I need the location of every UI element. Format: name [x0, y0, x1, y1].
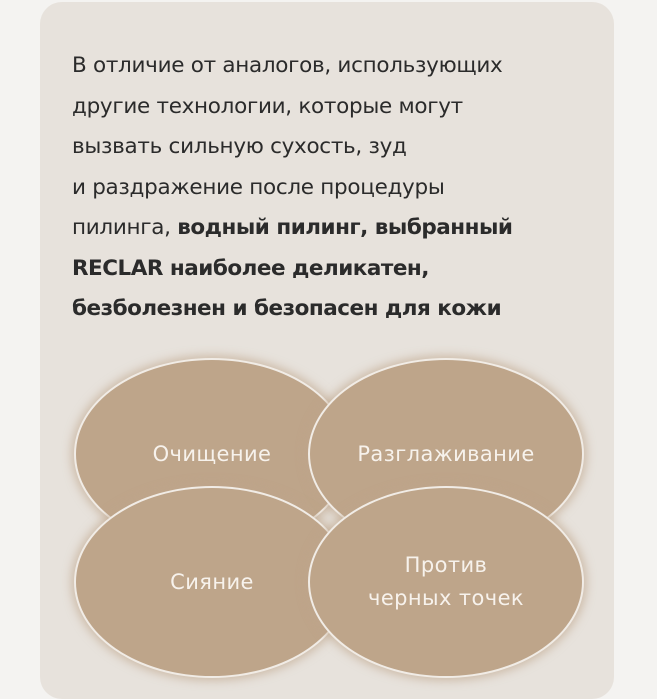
benefit-label [368, 549, 524, 615]
description-line [72, 289, 592, 330]
description-regular-text: пилинга, [72, 215, 178, 240]
benefit-label-line: Против [404, 553, 488, 577]
description-line: другие технологии, которые могут [72, 93, 463, 119]
description-line [72, 249, 592, 290]
description-highlight: безболезнен и безопасен для кожи [72, 296, 502, 321]
description-highlight: водный пилинг, выбранный [177, 215, 513, 240]
description-text [72, 46, 592, 330]
description-line: и раздражение после процедуры [72, 174, 445, 200]
description-line: вызвать сильную сухость, зуд [72, 134, 407, 159]
benefit-blackheads [308, 486, 584, 678]
benefit-label: Сияние [170, 569, 254, 594]
info-card [40, 2, 614, 699]
benefit-label: Разглаживание [357, 441, 535, 466]
benefit-label-line: черных точек [368, 586, 524, 610]
description-line [72, 208, 592, 249]
description-line: В отличие от аналогов, использующих [72, 53, 503, 78]
description-highlight: RECLAR наиболее деликатен, [72, 255, 429, 281]
benefit-label: Очищение [152, 441, 272, 466]
